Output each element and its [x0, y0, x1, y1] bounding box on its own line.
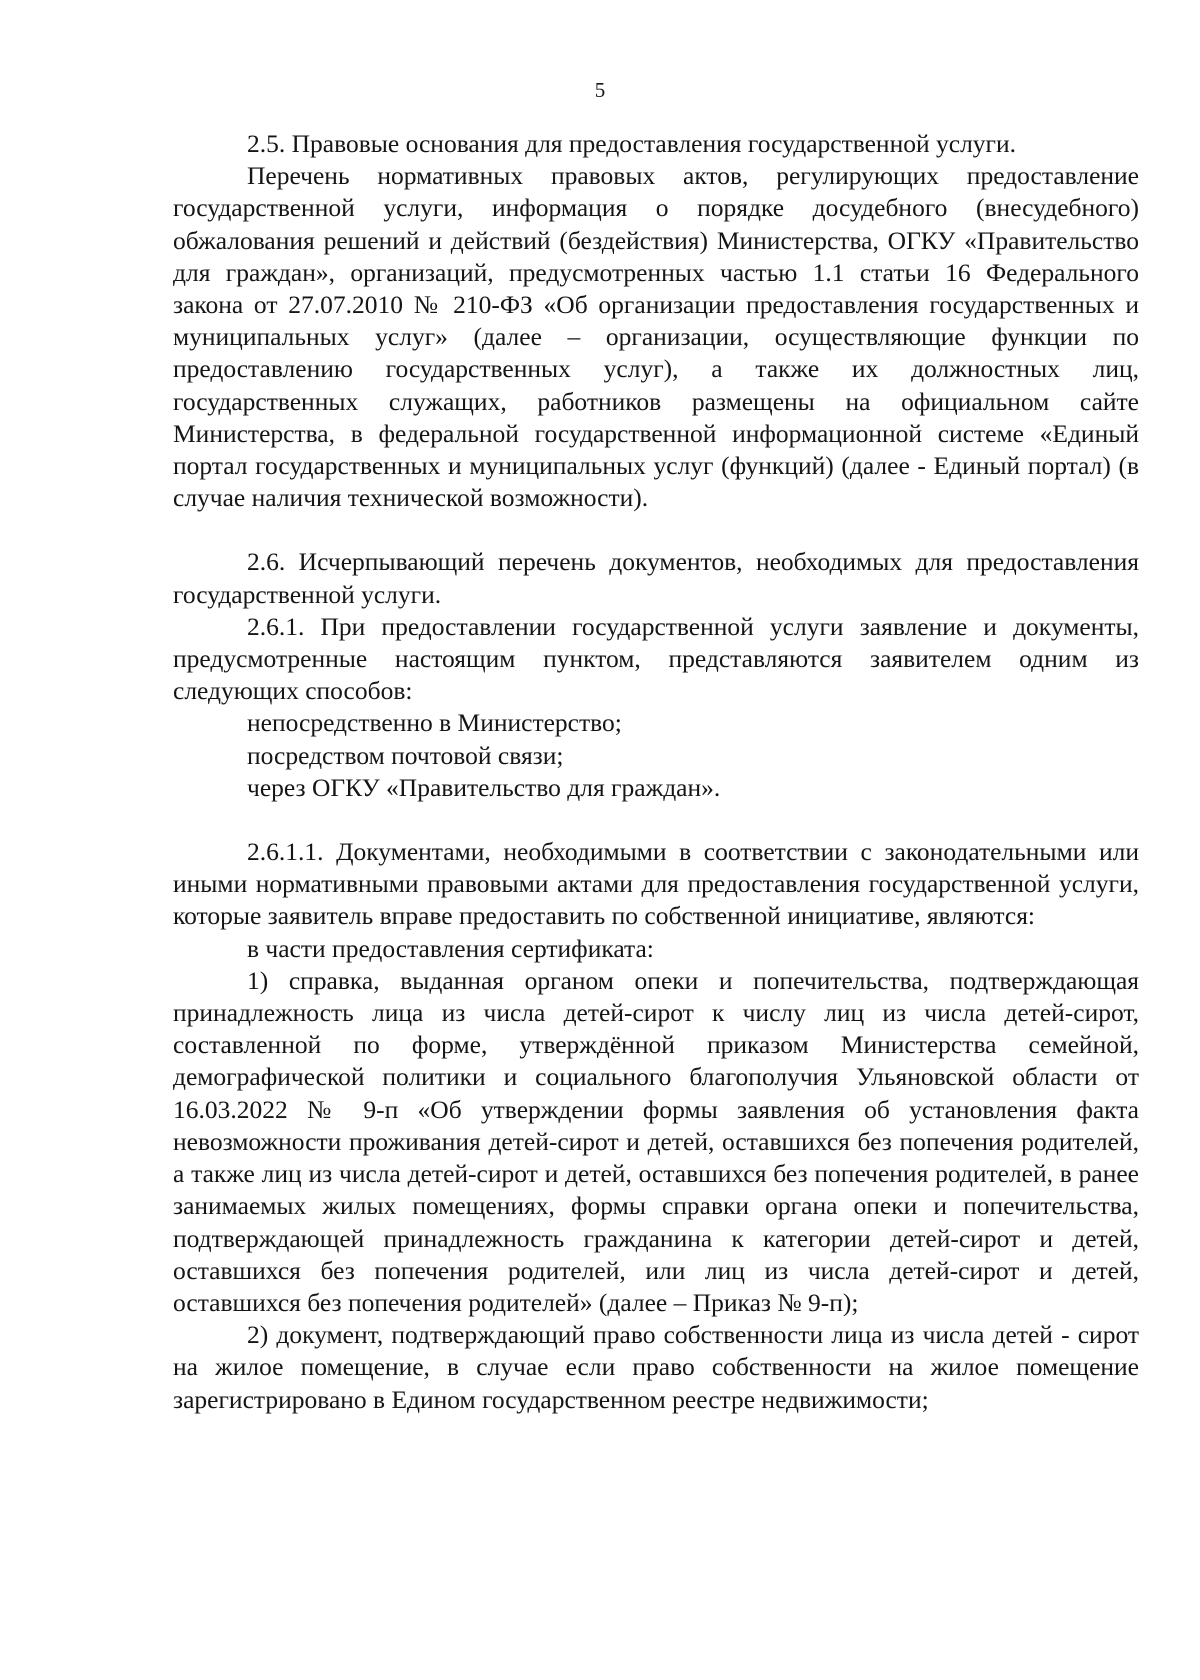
document-item-2: 2) документ, подтверждающий право собственности лица из числа детей - сирот на жилое помещение, в случае если право собственности на жилое помещение зарегистрировано в Едином государственном реестре недвижимости; — [173, 1320, 1139, 1414]
section-2-5-heading: 2.5. Правовые основания для предоставления государственной услуги. — [247, 129, 1017, 158]
section-2-5-text: Перечень нормативных правовых актов, регулирующих предоставление государственной услуги, информация о порядке досудебного (внесудебного) обжалования решений и действий (бездействия) Министерства, ОГКУ «Правительство для граждан», организаций, предусмотренных частью 1.1 статьи 16 Федерального закона от 27.07.2010 № 210-ФЗ «Об организации предоставления государственных и муниципальных услуг» (далее – организации, осуществляющие функции по предоставлению государственных услуг), а также их должностных лиц, государственных служащих, работников размещены на официальном сайте Министерства, в федеральной государственной информационной системе «Единый портал государственных и муниципальных услуг (функций) (далее - Единый портал) (в случае наличия технической возможности). — [173, 161, 1139, 513]
section-2-6-heading: 2.6. Исчерпывающий перечень документов, необходимых для предоставления государственной услуги. — [173, 547, 1139, 609]
section-2-6-1-text: 2.6.1. При предоставлении государственной услуги заявление и документы, предусмотренные настоящим пунктом, представляются заявителем одним из следующих способов: — [173, 611, 1139, 706]
section-2-6-1-1-text: 2.6.1.1. Документами, необходимыми в соответствии с законодательными или иными нормативными правовыми актами для предоставления государственной услуги, которые заявитель вправе предоставить по собственной инициативе, являются: — [173, 837, 1139, 931]
certificate-part-heading: в части предоставления сертификата: — [247, 933, 654, 963]
submission-method-3: через ОГКУ «Правительство для граждан». — [247, 772, 721, 802]
page-number: 5 — [594, 78, 606, 102]
submission-method-2: посредством почтовой связи; — [247, 740, 564, 770]
submission-method-1: непосредственно в Министерство; — [247, 708, 622, 738]
document-body — [173, 128, 1139, 1416]
document-item-1: 1) справка, выданная органом опеки и попечительства, подтверждающая принадлежность лица из числа детей-сирот к числу лиц из числа детей-сирот, составленной по форме, утверждённой приказом Министерства семейной, демографической политики и социального благополучия Ульяновской области от 16.03.2022 № 9-п «Об утверждении формы заявления об установления факта невозможности проживания детей-сирот и детей, оставшихся без попечения родителей, а также лиц из числа детей-сирот и детей, оставшихся без попечения родителей, в ранее занимаемых жилых помещениях, формы справки органа опеки и попечительства, подтверждающей принадлежность гражданина к категории детей-сирот и детей, оставшихся без попечения родителей, или лиц из числа детей-сирот и детей, оставшихся без попечения родителей» (далее – Приказ № 9-п); — [173, 965, 1139, 1317]
